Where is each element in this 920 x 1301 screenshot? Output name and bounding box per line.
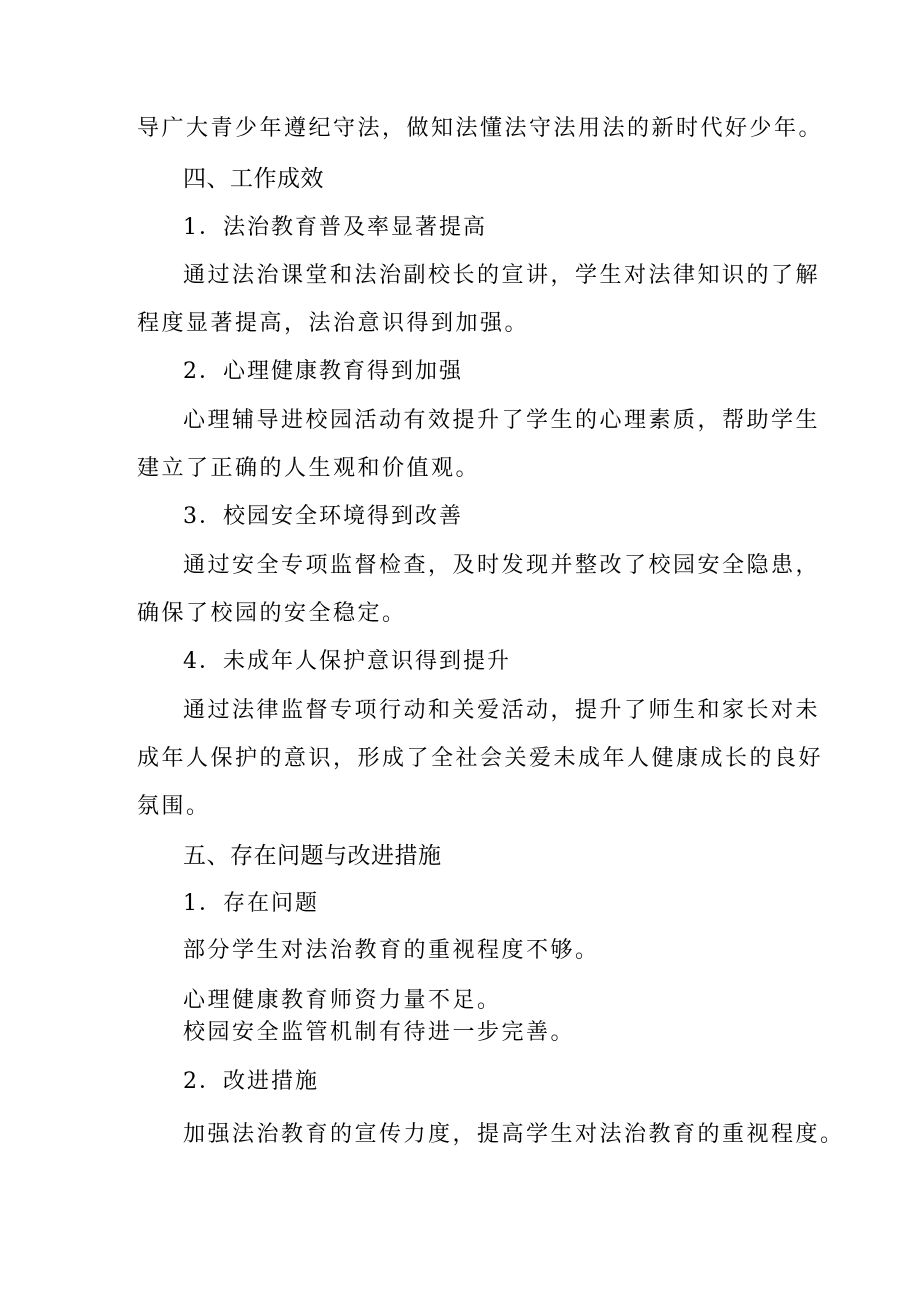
subheading-5-2: 2．改进措施 — [183, 1069, 319, 1094]
paragraph-line: 心理辅导进校园活动有效提升了学生的心理素质，帮助学生 — [183, 408, 821, 433]
subheading-4-1: 1．法治教育普及率显著提高 — [183, 215, 487, 240]
paragraph-line: 校园安全监管机制有待进一步完善。 — [183, 1020, 576, 1045]
section-heading-5: 五、存在问题与改进措施 — [183, 843, 442, 869]
paragraph-line: 建立了正确的人生观和价值观。 — [137, 456, 481, 481]
paragraph-line: 加强法治教育的宣传力度，提高学生对法治教育的重视程度。 — [183, 1122, 845, 1147]
paragraph-line: 通过法律监督专项行动和关爱活动，提升了师生和家长对未 — [183, 698, 821, 723]
paragraph-line: 程度显著提高，法治意识得到加强。 — [137, 311, 530, 336]
subheading-4-2: 2．心理健康教育得到加强 — [183, 359, 463, 384]
subheading-5-1: 1．存在问题 — [183, 891, 319, 916]
paragraph-line: 部分学生对法治教育的重视程度不够。 — [183, 938, 600, 963]
paragraph-line: 氛围。 — [137, 794, 211, 819]
paragraph-line: 通过法治课堂和法治副校长的宣讲，学生对法律知识的了解 — [183, 263, 821, 288]
subheading-4-3: 3．校园安全环境得到改善 — [183, 504, 463, 529]
section-heading-4: 四、工作成效 — [183, 166, 324, 192]
paragraph-line: 导广大青少年遵纪守法，做知法懂法守法用法的新时代好少年。 — [137, 116, 824, 141]
paragraph-line: 心理健康教育师资力量不足。 — [183, 988, 502, 1013]
paragraph-line: 通过安全专项监督检查，及时发现并整改了校园安全隐患， — [183, 553, 821, 578]
paragraph-line: 成年人保护的意识，形成了全社会关爱未成年人健康成长的良好 — [137, 746, 824, 771]
subheading-4-4: 4．未成年人保护意识得到提升 — [183, 649, 511, 674]
paragraph-line: 确保了校园的安全稳定。 — [137, 601, 407, 626]
